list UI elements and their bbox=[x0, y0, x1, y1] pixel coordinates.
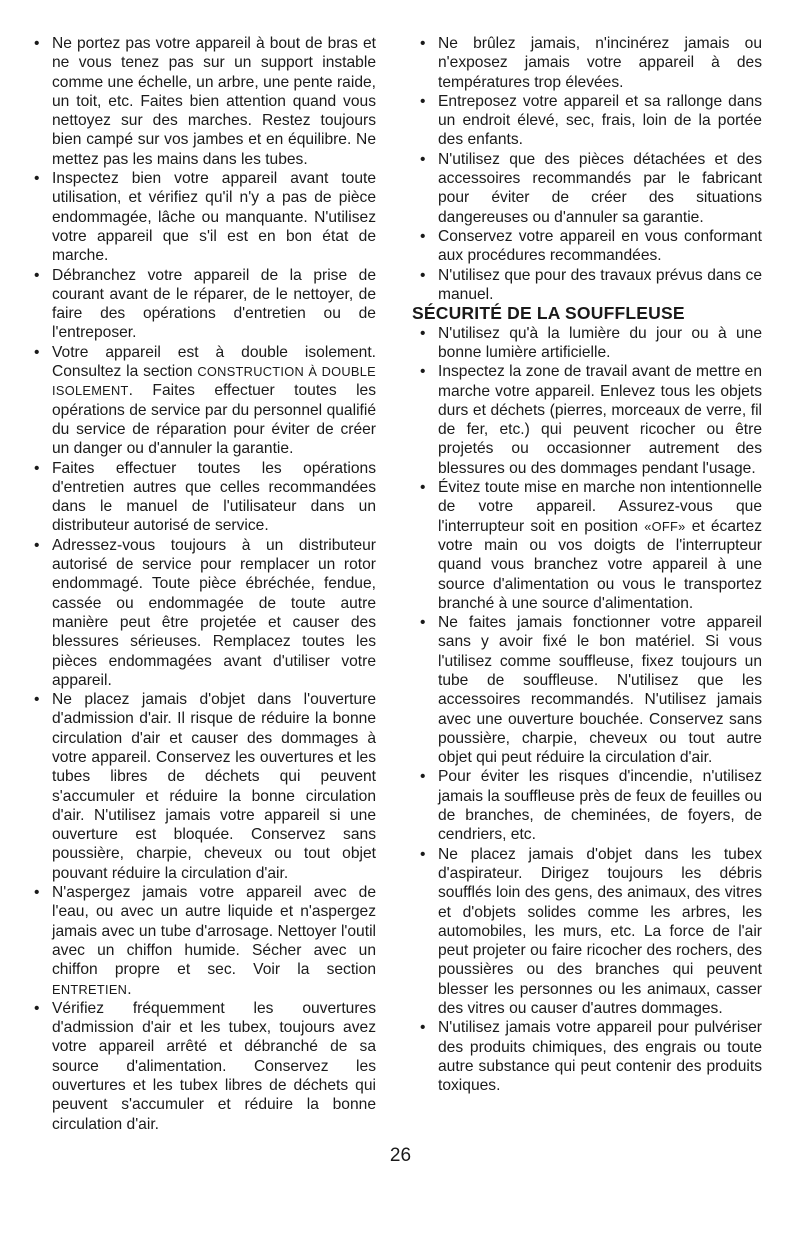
bullet: • bbox=[420, 845, 426, 863]
list-item bbox=[26, 883, 376, 999]
bullet: • bbox=[420, 614, 426, 632]
list-item bbox=[26, 459, 376, 536]
bullet: • bbox=[34, 999, 40, 1017]
bullet: • bbox=[420, 1019, 426, 1037]
item-text: N'utilisez que pour des travaux prévus dans ce manuel. bbox=[438, 266, 762, 303]
bullet: • bbox=[420, 266, 426, 284]
list-item bbox=[412, 478, 762, 613]
list-item bbox=[412, 227, 762, 266]
left-list bbox=[26, 34, 376, 1134]
item-text: Adressez-vous toujours à un distributeur autorisé de service pour remplacer un rotor endommagé. Toute pièce ébréchée, fendue, cassée ou endommagée de toute autre manière peut être projetée et causer des blessures sérieuses. Remplacez toutes les pièces endommagées avant d'utiliser votre appareil. bbox=[52, 536, 376, 689]
item-text: N'aspergez jamais votre appareil avec de l'eau, ou avec un autre liquide et n'aspergez jamais avec un tube d'arrosage. Nettoyer l'outil avec un chiffon humide. Sécher avec un chiffon propre et sec. Voir la section bbox=[52, 884, 376, 979]
section-heading: SÉCURITÉ DE LA SOUFFLEUSE bbox=[412, 303, 685, 324]
list-item bbox=[412, 150, 762, 227]
left-column bbox=[26, 34, 376, 1134]
list-item bbox=[412, 92, 762, 150]
bullet: • bbox=[34, 459, 40, 477]
list-item bbox=[412, 362, 762, 478]
item-text: Votre appareil est à double isolement. Consultez la section bbox=[52, 343, 376, 381]
item-text: Ne placez jamais d'objet dans l'ouverture d'admission d'air. Il risque de réduire la bonne circulation d'air et causer des dommages à votre appareil. Conservez les ouvertures et les tubes libres de déchets qui peuvent s'accumuler et réduire la bonne circulation d'air. N'utilisez jamais votre appareil si une ouverture est bloquée. Conservez sans poussière, charpie, cheveux ou tout objet pouvant réduire la circulation d'air. bbox=[52, 691, 376, 882]
item-text: . bbox=[127, 980, 132, 998]
bullet: • bbox=[34, 170, 40, 188]
item-text: Inspectez bien votre appareil avant toute utilisation, et vérifiez qu'il n'y a pas de pièce endommagée, lâche ou manquante. N'utilisez votre appareil que s'il est en bon état de marche. bbox=[52, 170, 376, 265]
item-text: N'utilisez que des pièces détachées et des accessoires recommandés par le fabricant pour éviter de créer des situations dangereuses ou d'annuler sa garantie. bbox=[438, 150, 762, 226]
bullet: • bbox=[34, 884, 40, 902]
item-text: Conservez votre appareil en vous conformant aux procédures recommandées. bbox=[438, 227, 762, 265]
item-text: Inspectez la zone de travail avant de mettre en marche votre appareil. Enlevez tous les objets durs et déchets (pierres, morceaux de verre, fil de fer, etc.) qui peuvent ricocher ou être projetés ou occasionner autrement des blessures ou des dommages pendant l'usage. bbox=[438, 363, 762, 477]
switch-position-label: «OFF» bbox=[644, 518, 686, 534]
bullet: • bbox=[420, 479, 426, 497]
item-text: N'utilisez jamais votre appareil pour pulvériser des produits chimiques, des engrais ou toute autre substance qui peut contenir des produits toxiques. bbox=[438, 1019, 762, 1095]
list-item bbox=[412, 324, 762, 363]
bullet: • bbox=[34, 691, 40, 709]
bullet: • bbox=[34, 343, 40, 361]
bullet: • bbox=[34, 266, 40, 284]
item-text: Pour éviter les risques d'incendie, n'utilisez jamais la souffleuse près de feux de feuilles ou de branches, de cheminées, de foyers, de cendriers, etc. bbox=[438, 768, 762, 844]
bullet: • bbox=[420, 35, 426, 52]
right-list-bottom bbox=[412, 324, 762, 1096]
item-text: Débranchez votre appareil de la prise de courant avant de le réparer, de le nettoyer, de faire des opérations d'entretien ou de l'entreposer. bbox=[52, 266, 376, 342]
bullet: • bbox=[420, 363, 426, 381]
item-text: Faites effectuer toutes les opérations d'entretien autres que celles recommandées dans le manuel de l'utilisateur dans un distributeur autorisé de service. bbox=[52, 459, 376, 535]
list-item bbox=[26, 169, 376, 265]
bullet: • bbox=[420, 227, 426, 245]
item-text: Entreposez votre appareil et sa rallonge dans un endroit élevé, sec, frais, loin de la portée des enfants. bbox=[438, 92, 762, 149]
page-number: 26 bbox=[389, 1145, 412, 1166]
item-text: et écartez votre main ou vos doigts de l'interrupteur quand vous branchez votre appareil à une source d'alimentation ou vous le transportez branché à une source d'alimentation. bbox=[438, 517, 762, 612]
item-text: Ne brûlez jamais, n'incinérez jamais ou n'exposez jamais votre appareil à des températures trop élevées. bbox=[438, 35, 762, 91]
item-text: Ne faites jamais fonctionner votre appareil sans y avoir fixé le bon matériel. Si vous l'utilisez comme souffleuse, fixez toujours un tube de souffleuse. N'utilisez que les accessoires recommandés. N'utilisez jamais avec une ouverture bouchée. Conservez sans poussière, charpie, cheveux ou tout autre objet qui peut réduire la circulation d'air. bbox=[438, 614, 762, 767]
list-item bbox=[26, 266, 376, 343]
item-text: Ne portez pas votre appareil à bout de bras et ne vous tenez pas sur un support instable comme une échelle, un arbre, une pente raide, un toit, etc. Faites bien attention quand vous nettoyez sur des marches. Restez toujours bien campé sur vos jambes et en équilibre. Ne mettez pas les mains dans les tubes. bbox=[52, 35, 376, 168]
list-item bbox=[412, 266, 762, 305]
list-item bbox=[412, 845, 762, 1019]
list-item bbox=[412, 613, 762, 767]
list-item bbox=[26, 536, 376, 690]
bullet: • bbox=[34, 536, 40, 554]
item-text: Ne placez jamais d'objet dans les tubex d'aspirateur. Dirigez toujours les débris soufflés loin des gens, des animaux, des vitres et d'objets solides comme les arbres, les automobiles, les murs, etc. La force de l'air peut projeter ou faire ricocher des rochers, des poussières ou des branches qui peuvent blesser les personnes ou les animaux, casser des vitres ou causer d'autres dommages. bbox=[438, 845, 762, 1018]
list-item bbox=[26, 690, 376, 883]
section-reference: CONSTRUCTION À DOUBLE ISOLEMENT bbox=[52, 364, 376, 399]
bullet: • bbox=[420, 768, 426, 786]
bullet: • bbox=[34, 35, 40, 52]
section-reference: ENTRETIEN bbox=[52, 981, 128, 997]
bullet: • bbox=[420, 92, 426, 110]
list-item bbox=[412, 767, 762, 844]
list-item bbox=[412, 1018, 762, 1095]
list-item bbox=[26, 34, 376, 169]
item-text: . Faites effectuer toutes les opérations de service par du personnel qualifié du service de réparation pour éviter de créer un danger ou d'annuler la garantie. bbox=[52, 382, 376, 458]
list-item bbox=[412, 34, 762, 92]
item-text: N'utilisez qu'à la lumière du jour ou à une bonne lumière artificielle. bbox=[438, 324, 762, 361]
right-column bbox=[412, 34, 762, 1096]
item-text: Vérifiez fréquemment les ouvertures d'admission d'air et les tubex, toujours avez votre appareil arrêté et débranché de sa source d'alimentation. Conservez les ouvertures et les tubex libres de déchets qui peuvent s'accumuler et réduire la bonne circulation d'air. bbox=[52, 999, 376, 1133]
bullet: • bbox=[420, 324, 426, 342]
list-item bbox=[26, 999, 376, 1134]
right-list-top bbox=[412, 34, 762, 304]
list-item bbox=[26, 343, 376, 459]
item-text: Évitez toute mise en marche non intentionnelle de votre appareil. Assurez-vous que l'interrupteur soit en position bbox=[438, 479, 762, 535]
bullet: • bbox=[420, 150, 426, 168]
